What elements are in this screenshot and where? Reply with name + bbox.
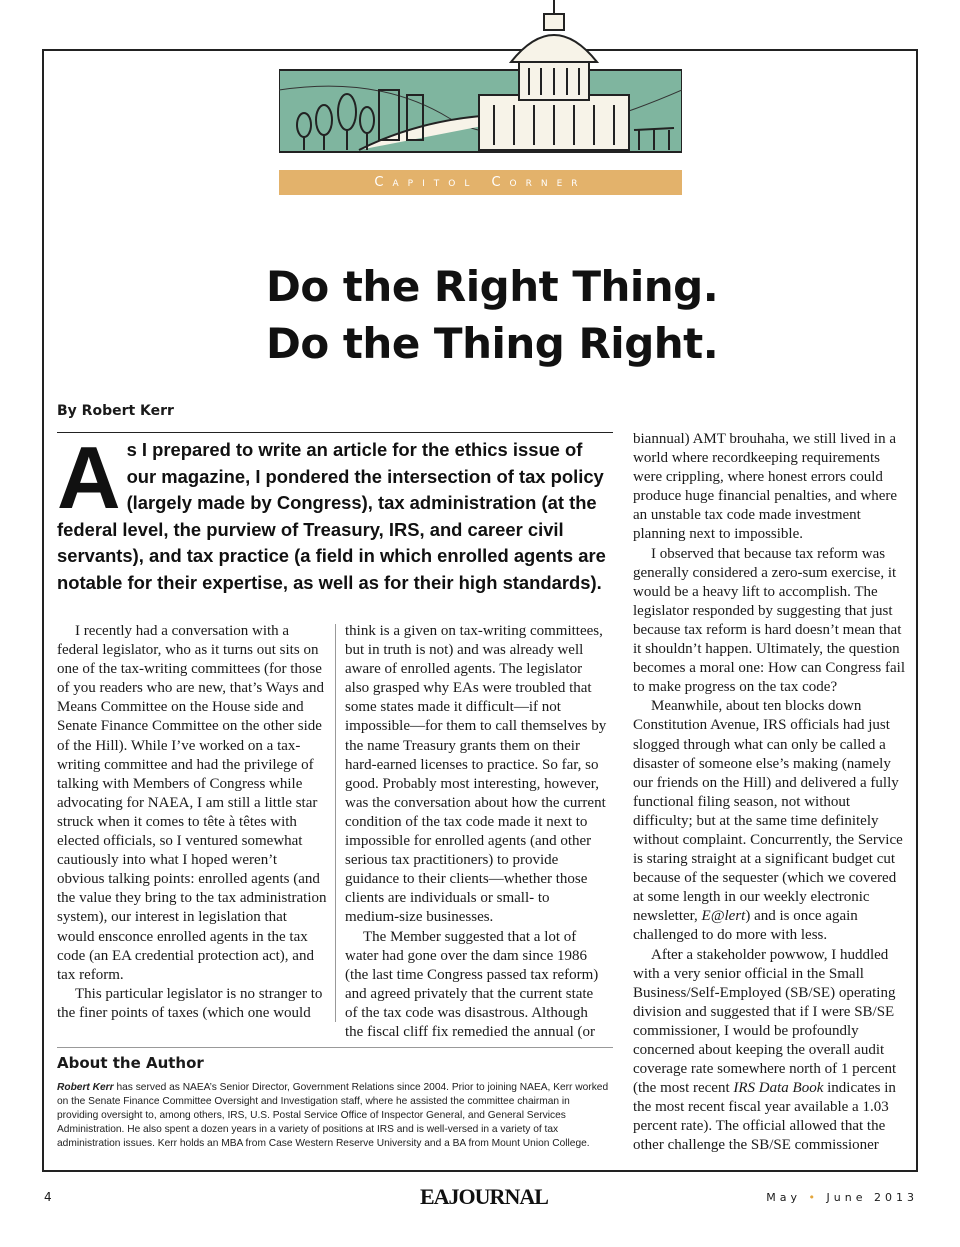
text-run: Meanwhile, about ten blocks down Constitution Avenue, IRS officials had just slogged through what can only be called a disaster of someone else’s making (namely our friends on the Hill) and delivered a fully functional filing season, not without difficulty; but at the same time definitely without complaint. Concurrently, the Service is staring straight at a significant budget cut because of the sequester (which we covered at some length in our weekly electronic newsletter, xyxy=(633,698,903,925)
paragraph: This particular legislator is no stranger to the finer points of taxes (which one would xyxy=(57,985,323,1021)
divider xyxy=(57,432,613,433)
column-divider xyxy=(335,624,336,1022)
section-label: Capitol Corner xyxy=(279,170,682,195)
paragraph: I recently had a conversation with a federal legislator, who as it turns out sits on one of the tax-writing committees (for those of you readers who are new, that’s Ways and Means Committee on the House side and Senate Finance Committee on the other side of the Hill). While I’ve worked on a tax-writing committee and had the privilege of talking with Members of Congress while advocating for NAEA, I am still a little star struck when it comes to tête à têtes with elected officials, so I ventured somewhat cautiously into what I hoped weren’t obvious talking points: enrolled agents (and the value they bring to the tax administration system), our interest in legislation that would ensconce enrolled agents in the tax code (an EA credential protection act), and tax reform. xyxy=(57,623,327,983)
divider xyxy=(57,1047,613,1048)
issue-date xyxy=(766,1191,918,1204)
text-run: indicates in the most recent fiscal year available a 1.03 percent rate). The official allowed that the other challenge the SB/SE commissioner xyxy=(633,1080,896,1154)
lede-paragraph xyxy=(57,428,613,597)
paragraph xyxy=(633,946,907,1156)
headline-line-1: Do the Right Thing. xyxy=(266,262,719,311)
text-run: After a stakeholder powwow, I huddled with a very senior official in the Small Business/Self-Employed (SB/SE) operating division and suggested that if I were SB/SE commissioner, I would be profoundly concerned about keeping the overall audit coverage rate somewhere north of 1 percent (the most recent xyxy=(633,946,897,1097)
newsletter-name: E@lert xyxy=(701,908,746,925)
issue-rest: June 2013 xyxy=(826,1191,918,1204)
paragraph: The Member suggested that a lot of water had gone over the dam since 1986 (the last time Congress passed tax reform) and agreed privately that the current state of the tax code was disastrous. Although the fiscal cliff fix remedied the annual (or xyxy=(345,928,599,1040)
separator-dot: • xyxy=(808,1191,820,1204)
body-column-2 xyxy=(345,622,607,1042)
paragraph xyxy=(633,697,907,945)
text-run: ) and is once again challenged to do more with less. xyxy=(633,908,858,944)
journal-logo: EAJOURNAL xyxy=(420,1184,548,1209)
paragraph: think is a given on tax-writing committees, but in truth is not) and was already well aware of enrolled agents. The legislator also grasped why EAs were troubled that some states made it difficult—if not impossible—for them to call themselves by the name Treasury grants them on their hard-earned licenses to practice. So far, so good. Probably most interesting, however, was the conversation about how the current condition of the tax code made it next to impossible for enrolled agents (and other serious tax practitioners) to provide guidance to their clients—whether those clients are individuals or small- to medium-size businesses. xyxy=(345,623,607,926)
body-column-1 xyxy=(57,622,327,1023)
author-name: Robert Kerr xyxy=(57,1082,114,1093)
issue-month: May xyxy=(766,1191,802,1204)
publication-title: IRS Data Book xyxy=(733,1080,824,1097)
body-column-3 xyxy=(633,430,907,1156)
paragraph: I observed that because tax reform was generally considered a zero-sum exercise, it would be a heavy lift to accomplish. The legislator responded by suggesting that just because tax reform is hard doesn’t mean that it shouldn’t happen. Ultimately, the question becomes a moral one: How can Congress fail to make progress on the tax code? xyxy=(633,545,905,696)
headline-line-2: Do the Thing Right. xyxy=(266,319,719,368)
drop-cap: A xyxy=(57,428,121,527)
page-number: 4 xyxy=(44,1190,52,1204)
bio-body: has served as NAEA’s Senior Director, Government Relations since 2004. Prior to joining NAEA, Kerr worked on the Senate Finance Committee Oversight and Investigation staff, where he assisted the committee chairman in providing oversight to, among others, IRS, U.S. Postal Service Office of Inspector General, and General Services Administration. He also spent a dozen years in a variety of positions at IRS and is well-versed in a variety of tax administration issues. Kerr holds an MBA from Case Western Reserve University and a BA from Mount Union College. xyxy=(57,1082,609,1149)
byline: By Robert Kerr xyxy=(57,403,174,419)
lede-text: s I prepared to write an article for the ethics issue of our magazine, I pondered the intersection of tax policy (largely made by Congress), tax administration (at the federal level, the purview of Treasury, IRS, and career civil servants), and tax practice (a field in which enrolled agents are notable for their expertise, as well as for their high standards). xyxy=(57,439,606,593)
capitol-illustration xyxy=(279,0,682,155)
about-author-text xyxy=(57,1081,613,1151)
about-author-title: About the Author xyxy=(57,1054,204,1072)
article-headline xyxy=(266,258,826,372)
paragraph: biannual) AMT brouhaha, we still lived in a world where recordkeeping requirements were crippling, where honest errors could produce huge financial penalties, and where an unstable tax code made investment planning next to impossible. xyxy=(633,431,898,543)
